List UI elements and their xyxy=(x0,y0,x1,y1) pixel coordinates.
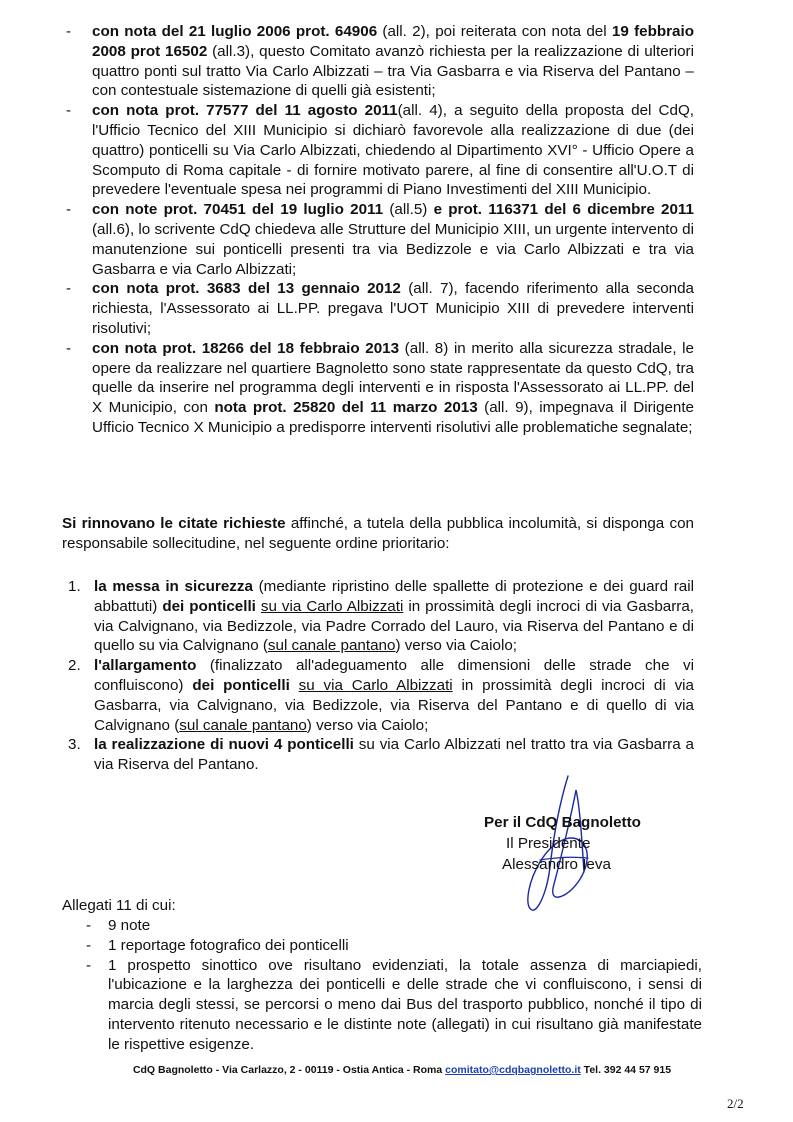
note-reference: e prot. 116371 del 6 dicembre 2011 xyxy=(433,201,694,219)
signatory-role: Il Presidente xyxy=(506,835,591,852)
list-item: 3. la realizzazione di nuovi 4 ponticelli su via Carlo Albizzati nel tratto tra via Gasbarra a via Riserva del Pantano. xyxy=(68,736,694,774)
list-item: - 9 note xyxy=(86,917,151,934)
signature-block xyxy=(484,812,704,875)
note-reference: con nota prot. 3683 del 13 gennaio 2012 xyxy=(92,280,401,298)
signatory-name: Alessandro Ieva xyxy=(502,856,611,873)
list-item: - con nota del 21 luglio 2006 prot. 64906 (all. 2), poi reiterata con nota del 19 febbraio 2008 prot 16502 (all.3), questo Comitato avanzò richiesta per la realizzazione di ulteriori quattro ponti sul tratto Via Carlo Albizzati – tra Via Gasbarra e via Riserva del Pantano – con contestuale sistemazione di quelli già esistenti; xyxy=(66,23,694,100)
page-footer xyxy=(62,1064,742,1076)
note-reference: con nota prot. 77577 del 11 agosto 2011 xyxy=(92,102,398,120)
bullet-dash: - xyxy=(86,936,92,954)
attachments-heading: Allegati 11 di cui: xyxy=(62,897,176,914)
page-number: 2/2 xyxy=(727,1096,744,1111)
bullet-dash: - xyxy=(86,956,92,974)
footer-email-link[interactable]: comitato@cdqbagnoletto.it xyxy=(445,1064,581,1076)
priority-list xyxy=(68,577,694,775)
bullet-dash: - xyxy=(86,917,92,934)
list-item: - con nota prot. 3683 del 13 gennaio 2012 (all. 7), facendo riferimento alla seconda richiesta, l'Assessorato ai LL.PP. pregava l'UOT Municipio XIII di prevedere interventi risolutivi; xyxy=(66,280,695,337)
note-reference: con note prot. 70451 del 19 luglio 2011 xyxy=(92,201,384,219)
list-item: - con nota prot. 18266 del 18 febbraio 2013 (all. 8) in merito alla sicurezza stradale, le opere da realizzare nel quartiere Bagnoletto sono state rappresentate da questo CdQ, tra quelle da inserire nel programma degli interventi e in risposta l'Assessorato ai LL.PP. del X Municipio, con nota prot. 25820 del 11 marzo 2013 (all. 9), impegnava il Dirigente Ufficio Tecnico X Municipio a predisporre interventi risolutivi alle problematiche segnalate; xyxy=(66,339,695,436)
signatory-organization: Per il CdQ Bagnoletto xyxy=(484,814,641,831)
list-item: - 1 prospetto sinottico ove risultano evidenziati, la totale assenza di marciapiedi, l'ubicazione e la larghezza dei ponticelli e delle strade che vi confluiscono, i sensi di marcia degli stessi, se percorsi o meno dai Bus del trasporto pubblico, nonché il tipo di intervento ritenuto necessario e le distinte note (allegati) in cui risultano già manifestate le rispettive esigenze. xyxy=(86,956,702,1053)
bullet-dash: - xyxy=(66,339,72,357)
list-item: - 1 reportage fotografico dei ponticelli xyxy=(86,936,349,954)
item-number: 2. xyxy=(68,657,81,675)
note-reference: con nota del 21 luglio 2006 prot. 64906 xyxy=(92,23,378,40)
list-item: - con note prot. 70451 del 19 luglio 2011 (all.5) e prot. 116371 del 6 dicembre 2011 (all.6), lo scrivente CdQ chiedeva alle Strutture del Municipio XIII, un urgente intervento di manutenzione sui ponticelli presenti tra via Bedizzole e via Carlo Albizzati e tra via Gasbarra e via Carlo Albizzati; xyxy=(66,201,694,278)
footer-phone: Tel. 392 44 57 915 xyxy=(580,1064,672,1076)
bullet-dash: - xyxy=(66,102,72,120)
item-number: 1. xyxy=(68,578,81,595)
note-reference: nota prot. 25820 del 11 marzo 2013 xyxy=(214,399,478,417)
item-number: 3. xyxy=(68,736,81,754)
list-item: 1. la messa in sicurezza (mediante ripristino delle spallette di protezione e dei guard rail abbattuti) dei ponticelli su via Carlo Albizzati in prossimità degli incroci di via Gasbarra, via Calvignano, via Bedizzole, via Padre Corrado del Lauro, via Riserva del Pantano e di quello su via Calvignano (sul canale pantano) verso via Caiolo; xyxy=(68,578,694,655)
renewal-paragraph: Si rinnovano le citate richieste affinché, a tutela della pubblica incolumità, si disponga con responsabile sollecitudine, nel seguente ordine prioritario: xyxy=(62,515,694,552)
bullet-dash: - xyxy=(66,201,72,219)
note-reference: con nota prot. 18266 del 18 febbraio 2013 xyxy=(92,339,400,357)
footer-address: CdQ Bagnoletto - Via Carlazzo, 2 - 00119 - Ostia Antica - Roma xyxy=(132,1064,446,1076)
list-item: 2. l'allargamento (finalizzato all'adeguamento alle dimensioni delle strade che vi confluiscono) dei ponticelli su via Carlo Albizzati in prossimità degli incroci di via Gasbarra, via Calvignano, via Bedizzole, via Riserva del Pantano e di quello di via Calvignano (sul canale pantano) verso via Caiolo; xyxy=(68,657,694,734)
bullet-dash: - xyxy=(66,280,72,298)
list-item: - con nota prot. 77577 del 11 agosto 2011(all. 4), a seguito della proposta del CdQ, l'Ufficio Tecnico del XIII Municipio si dichiarò favorevole alla realizzazione di due (dei quattro) ponticelli su Via Carlo Albizzati, chiedendo al Dipartimento XVI° - Ufficio Opere a Scomputo di Roma capitale - di fornire motivato parere, al fine di consentire all'U.O.T di prevedere l'eventuale spesa nei programmi di Piano Investimenti del XIII Municipio. xyxy=(66,102,694,199)
bullet-dash: - xyxy=(66,23,72,40)
attachments-section xyxy=(62,896,702,1055)
references-list xyxy=(64,22,694,438)
note-reference: 19 febbraio 2008 prot 16502 xyxy=(92,23,694,60)
